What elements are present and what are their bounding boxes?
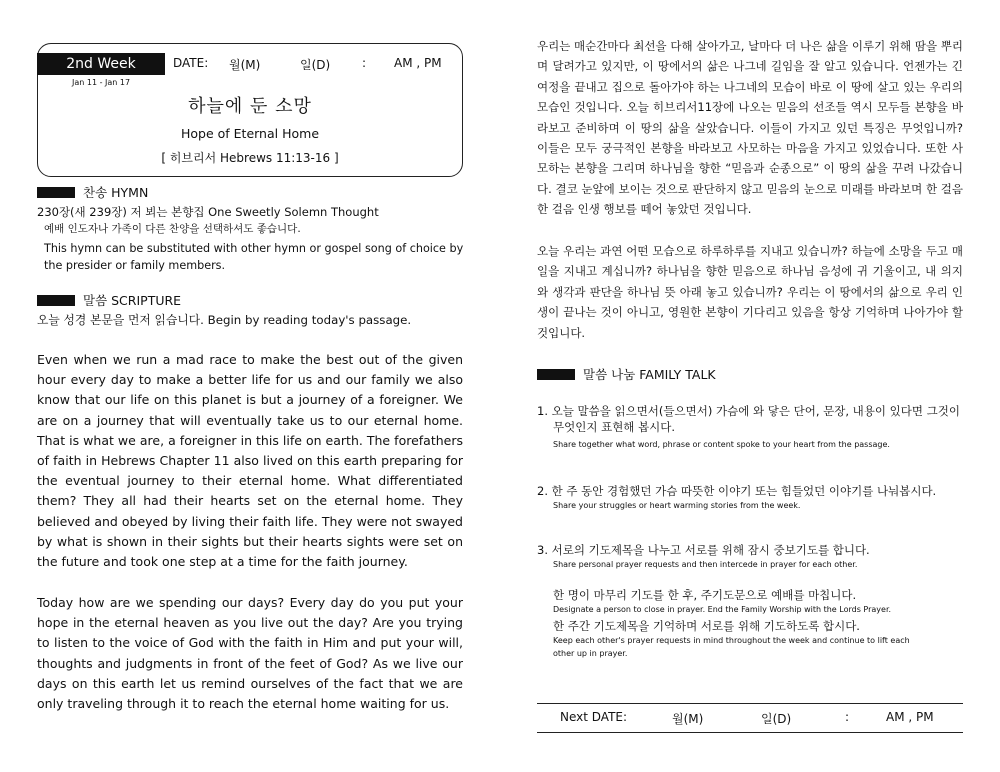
scripture-instruction: 오늘 성경 본문을 먼저 읽습니다. Begin by reading today's passage. — [37, 313, 412, 327]
scripture-heading — [37, 291, 181, 309]
prayer-reminder-english-2: other up in prayer. — [553, 649, 628, 658]
day-label: 일(D) — [300, 58, 331, 72]
closing-prayer-english: Designate a person to close in prayer. End the Family Worship with the Lords Prayer. — [553, 605, 892, 614]
closing-prayer: 한 명이 마무리 기도를 한 후, 주기도문으로 예배를 마칩니다. — [553, 588, 857, 602]
prayer-reminder-english-1: Keep each other's prayer requests in mind throughout the week and continue to lift each — [553, 636, 910, 645]
week-dates: Jan 11 - Jan 17 — [72, 78, 131, 87]
prayer-reminder: 한 주간 기도제목을 기억하며 서로를 위해 기도하도록 합시다. — [553, 619, 860, 633]
family-talk-heading-text: 말씀 나눔 FAMILY TALK — [583, 367, 716, 382]
question-1-cont: 무엇인지 표현해 봅시다. — [553, 420, 676, 434]
family-talk-heading — [537, 365, 716, 383]
time-colon: : — [362, 56, 367, 70]
next-date-label: Next DATE: — [560, 710, 628, 724]
footer-bottom-rule — [537, 732, 963, 733]
hymn-line-4: the presider or family members. — [44, 259, 226, 272]
month-label: 월(M) — [229, 58, 261, 72]
question-3: 3. 서로의 기도제목을 나누고 서로를 위해 잠시 중보기도를 합니다. — [537, 543, 870, 557]
english-paragraph-2: Today how are we spending our days? Every day do you put your hope in the eternal heaven as you live out the day? Are you trying to listen to the voice of God with the faith in Him and put your will, thoughts and judgments in front of the feet of God? As we live our days on this earth let us remind ourselves of the fact that we are only traveling through it to reach the eternal home waiting for us. — [37, 595, 463, 712]
next-month-label: 월(M) — [672, 712, 704, 726]
next-ampm-label: AM , PM — [886, 710, 934, 724]
section-bar — [37, 295, 75, 306]
section-bar — [37, 187, 75, 198]
question-2: 2. 한 주 동안 경험했던 가슴 따뜻한 이야기 또는 힘들었던 이야기를 나눠봅시다. — [537, 484, 937, 498]
korean-paragraph-2: 오늘 우리는 과연 어떤 모습으로 하루하루를 지내고 있습니까? 하늘에 소망을 두고 매일을 지내고 계십니까? 하나님을 향한 믿음으로 하나님 음성에 귀 기울이고, 내 의지와 생각과 판단을 하나님 뜻 아래 놓고 있습니까? 우리는 이 땅에서의 삶으로 우리 인생이 끝나는 것이 아니고, 영원한 본향이 기다리고 있음을 항상 기억하며 나아가야 할 것입니다. — [537, 244, 963, 340]
date-label: DATE: — [173, 56, 209, 70]
hymn-heading-text: 찬송 HYMN — [83, 185, 149, 200]
next-time-colon: : — [845, 710, 850, 724]
question-3-english: Share personal prayer requests and then intercede in prayer for each other. — [553, 560, 858, 569]
page-title-korean: 하늘에 둔 소망 — [188, 96, 312, 117]
korean-paragraph-1: 우리는 매순간마다 최선을 다해 살아가고, 날마다 더 나은 삶을 이루기 위해 땀을 뿌리며 달려가고 있지만, 이 땅에서의 삶은 나그네 길임을 잘 알고 있습니다. 언젠가는 긴 여정을 끝내고 집으로 돌아가야 하는 나그네의 모습이 바로 이 땅에 살고 있는 우리의 모습인 것입니다. 오늘 히브리서11장에 나오는 믿음의 선조들 역시 모두들 본향을 바라보고 준비하며 이 땅의 삶을 살았습니다. 이들이 가지고 있던 특징은 무엇입니까? 이들은 모두 궁극적인 본향을 바라보고 사모하는 마음을 가지고 있었습니다. 또한 사모하는 본향을 그리며 하나님을 향한 “믿음과 순종으로” 이 땅의 삶을 꾸려 나갔습니다. 결코 눈앞에 보이는 것으로 판단하지 않고 믿음의 눈으로 미래를 바라보며 한 걸음 한 걸음 인생 행보를 떼어 놓았던 것입니다. — [537, 39, 963, 217]
hymn-line-2: 예배 인도자나 가족이 다른 찬양을 선택하셔도 좋습니다. — [44, 223, 301, 235]
scripture-reference: [ 히브리서 Hebrews 11:13-16 ] — [161, 151, 339, 165]
english-paragraph-1: Even when we run a mad race to make the best out of the given hour every day to make a better life for us and our family we also know that our life on this planet is but a journey of a foreigner. We are on a journey that will eventually take us to our eternal home. That is what we are, a foreigner in this life on earth. The forefathers of faith in Hebrews Chapter 11 also lived on this earth preparing for the eventual journey to their eternal home. What differentiated them? They all had their hearts set on the eternal home. They believed and obeyed by living their faith life. They were not swayed by what is shown in their sights but their hearts sights were set on the future and took one step at a time for the faith journey. — [37, 352, 463, 570]
section-bar — [537, 369, 575, 380]
ampm-label: AM , PM — [394, 56, 442, 70]
hymn-line-3: This hymn can be substituted with other hymn or gospel song of choice by — [44, 242, 464, 255]
hymn-heading — [37, 183, 148, 201]
page-title-english: Hope of Eternal Home — [180, 126, 320, 141]
week-label: 2nd Week — [37, 53, 165, 75]
question-1-english: Share together what word, phrase or content spoke to your heart from the passage. — [553, 440, 890, 449]
hymn-line-1: 230장(새 239장) 저 뵈는 본향집 One Sweetly Solemn Thought — [37, 205, 379, 219]
question-2-english: Share your struggles or heart warming stories from the week. — [553, 501, 801, 510]
scripture-heading-text: 말씀 SCRIPTURE — [83, 293, 182, 308]
next-day-label: 일(D) — [761, 712, 792, 726]
footer-top-rule — [537, 703, 963, 704]
question-1: 1. 오늘 말씀을 읽으면서(들으면서) 가슴에 와 닿은 단어, 문장, 내용이 있다면 그것이 — [537, 404, 960, 418]
